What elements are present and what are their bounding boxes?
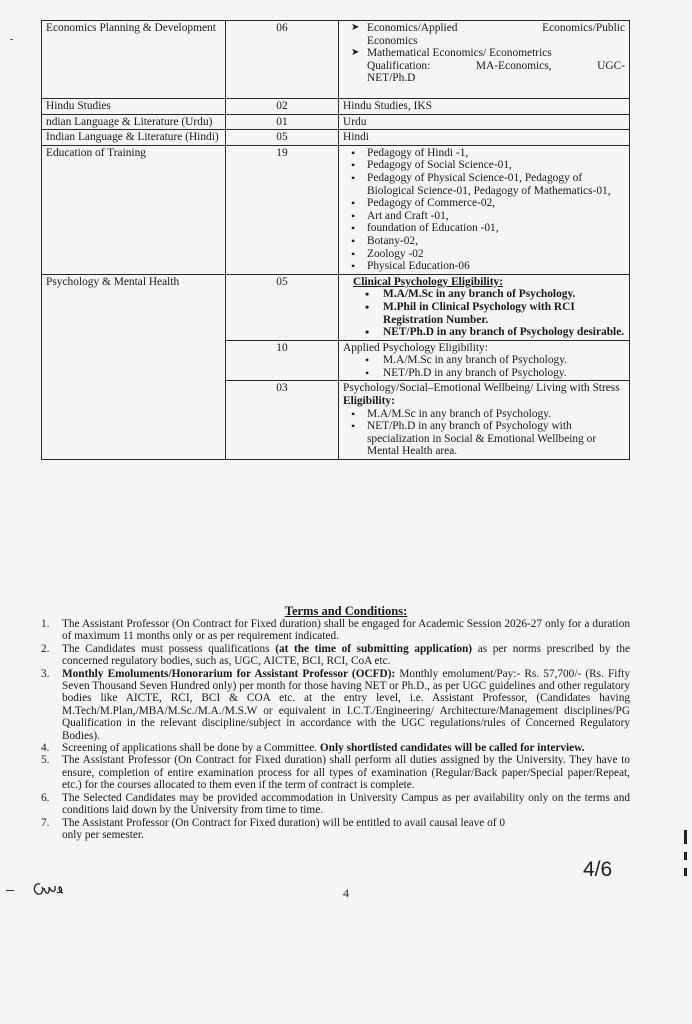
list-item: ➤ Economics/Applied Economics/Public Economics	[343, 22, 625, 47]
table-row	[42, 274, 630, 340]
list-item: • M.A/M.Sc in any branch of Psychology.	[343, 354, 625, 367]
posts-cell: 05	[226, 130, 339, 146]
table-row	[42, 21, 630, 99]
page-count-badge: 4/6	[583, 858, 613, 881]
table-row	[42, 114, 630, 130]
term-item: 5. The Assistant Professor (On Contract for Fixed duration) shall perform all duties assigned by the University. They have to ensure, completion of entire examination process for all types of examination (Regular/Back paper/Special paper/Repeat, etc.) for the courses allocated to them even if the term of contract is complete.	[41, 754, 630, 792]
subject-cell: Economics Planning & Development	[42, 21, 226, 99]
terms-list	[38, 618, 630, 841]
terms-title: Terms and Conditions:	[284, 604, 408, 618]
list-item: • Pedagogy of Physical Science-01, Pedagogy of Biological Science-01, Pedagogy of Mathematics-01,	[343, 172, 625, 197]
page-number: 4	[343, 886, 349, 900]
posts-cell: 10	[226, 340, 339, 381]
posts-cell: 19	[226, 145, 339, 274]
list-item: • NET/Ph.D in any branch of Psychology desirable.	[343, 326, 625, 339]
posts-cell: 03	[226, 381, 339, 460]
list-item: • foundation of Education -01,	[343, 222, 625, 235]
qualification-cell: Hindi	[339, 130, 630, 146]
posts-cell: 02	[226, 99, 339, 115]
qualification-cell: Hindu Studies, IKS	[339, 99, 630, 115]
qualification-cell	[339, 145, 630, 274]
list-item: • Botany-02,	[343, 235, 625, 248]
scroll-edge-mark	[684, 830, 687, 890]
term-item: 2. The Candidates must possess qualifications (at the time of submitting application) as per norms prescribed by the concerned regulatory bodies, such as, UGC, AICTE, BCI, RCI, CoA etc.	[41, 642, 630, 668]
posts-cell: 01	[226, 114, 339, 130]
qualification-cell	[339, 340, 630, 381]
posts-cell: 05	[226, 274, 339, 340]
term-item: 7. The Assistant Professor (On Contract for Fixed duration) will be entitled to avail causal leave of 0 only per semester.	[41, 816, 505, 841]
eligibility-subheading: Eligibility:	[343, 395, 395, 408]
list-item: • Art and Craft -01,	[343, 210, 625, 223]
eligibility-heading: Psychology/Social–Emotional Wellbeing/ Living with Stress	[343, 382, 620, 395]
subject-cell: Hindu Studies	[42, 99, 226, 115]
list-item: • NET/Ph.D in any branch of Psychology with specialization in Social & Emotional Wellbeing or Mental Health area.	[343, 420, 625, 458]
posts-table	[41, 20, 630, 460]
list-item: • Physical Education-06	[343, 260, 625, 273]
term-item: 3. Monthly Emoluments/Honorarium for Assistant Professor (OCFD): Monthly emolument/Pay:- Rs. 57,700/- (Rs. Fifty Seven Thousand Seven Hundred only) per month for those having NET or Ph.D., as per UGC guidelines and other regulatory bodies like AICTE, RCI, BCI & COA etc. at the entry level, i.e. Assistant Professor, (Candidates having M.Tech/M.Plan,/MBA/M.Sc./M.A./M.S.W or equivalent in I.C.T./Engineering/ Architecture/Management disciplines/PG Qualification in the relevant discipline/subject in accordance with the UGC regulations/rules of Concerned Regulatory Bodies).	[41, 667, 630, 742]
eligibility-heading: Clinical Psychology Eligibility:	[353, 275, 503, 288]
term-item: 6. The Selected Candidates may be provided accommodation in University Campus as per availability only on the terms and conditions laid down by the University from time to time.	[41, 791, 630, 817]
posts-cell: 06	[226, 21, 339, 99]
list-item: • M.A/M.Sc in any branch of Psychology.	[343, 408, 625, 421]
subject-cell: ndian Language & Literature (Urdu)	[42, 114, 226, 130]
subject-cell: Psychology & Mental Health	[42, 274, 226, 459]
eligibility-heading: Applied Psychology Eligibility:	[343, 341, 488, 354]
subject-cell: Education of Training	[42, 145, 226, 274]
term-item: 4. Screening of applications shall be done by a Committee. Only shortlisted candidates will be called for interview.	[41, 742, 585, 755]
list-item: • Pedagogy of Commerce-02,	[343, 197, 625, 210]
margin-mark: -	[10, 34, 14, 45]
signature-icon	[30, 878, 66, 900]
list-item: • Zoology -02	[343, 248, 625, 261]
table-row	[42, 145, 630, 274]
subject-cell: Indian Language & Literature (Hindi)	[42, 130, 226, 146]
qualification-cell	[339, 381, 630, 460]
list-item: • NET/Ph.D in any branch of Psychology.	[343, 367, 625, 380]
list-item: • M.Phil in Clinical Psychology with RCI Registration Number.	[343, 301, 625, 326]
qualification-cell	[339, 21, 630, 99]
term-item: 1. The Assistant Professor (On Contract for Fixed duration) shall be engaged for Academic Session 2026-27 only for a duration of maximum 11 months only or as per requirement indicated.	[41, 618, 630, 643]
list-item: • Pedagogy of Social Science-01,	[343, 159, 625, 172]
qualification-cell	[339, 274, 630, 340]
margin-dash	[6, 890, 14, 891]
list-item: • M.A/M.Sc in any branch of Psychology.	[343, 288, 625, 301]
list-item: ➤ Mathematical Economics/ Econometrics Qualification: MA-Economics, UGC- NET/Ph.D	[343, 47, 625, 85]
table-row	[42, 99, 630, 115]
table-row	[42, 130, 630, 146]
list-item: • Pedagogy of Hindi -1,	[343, 147, 625, 160]
qualification-cell: Urdu	[339, 114, 630, 130]
